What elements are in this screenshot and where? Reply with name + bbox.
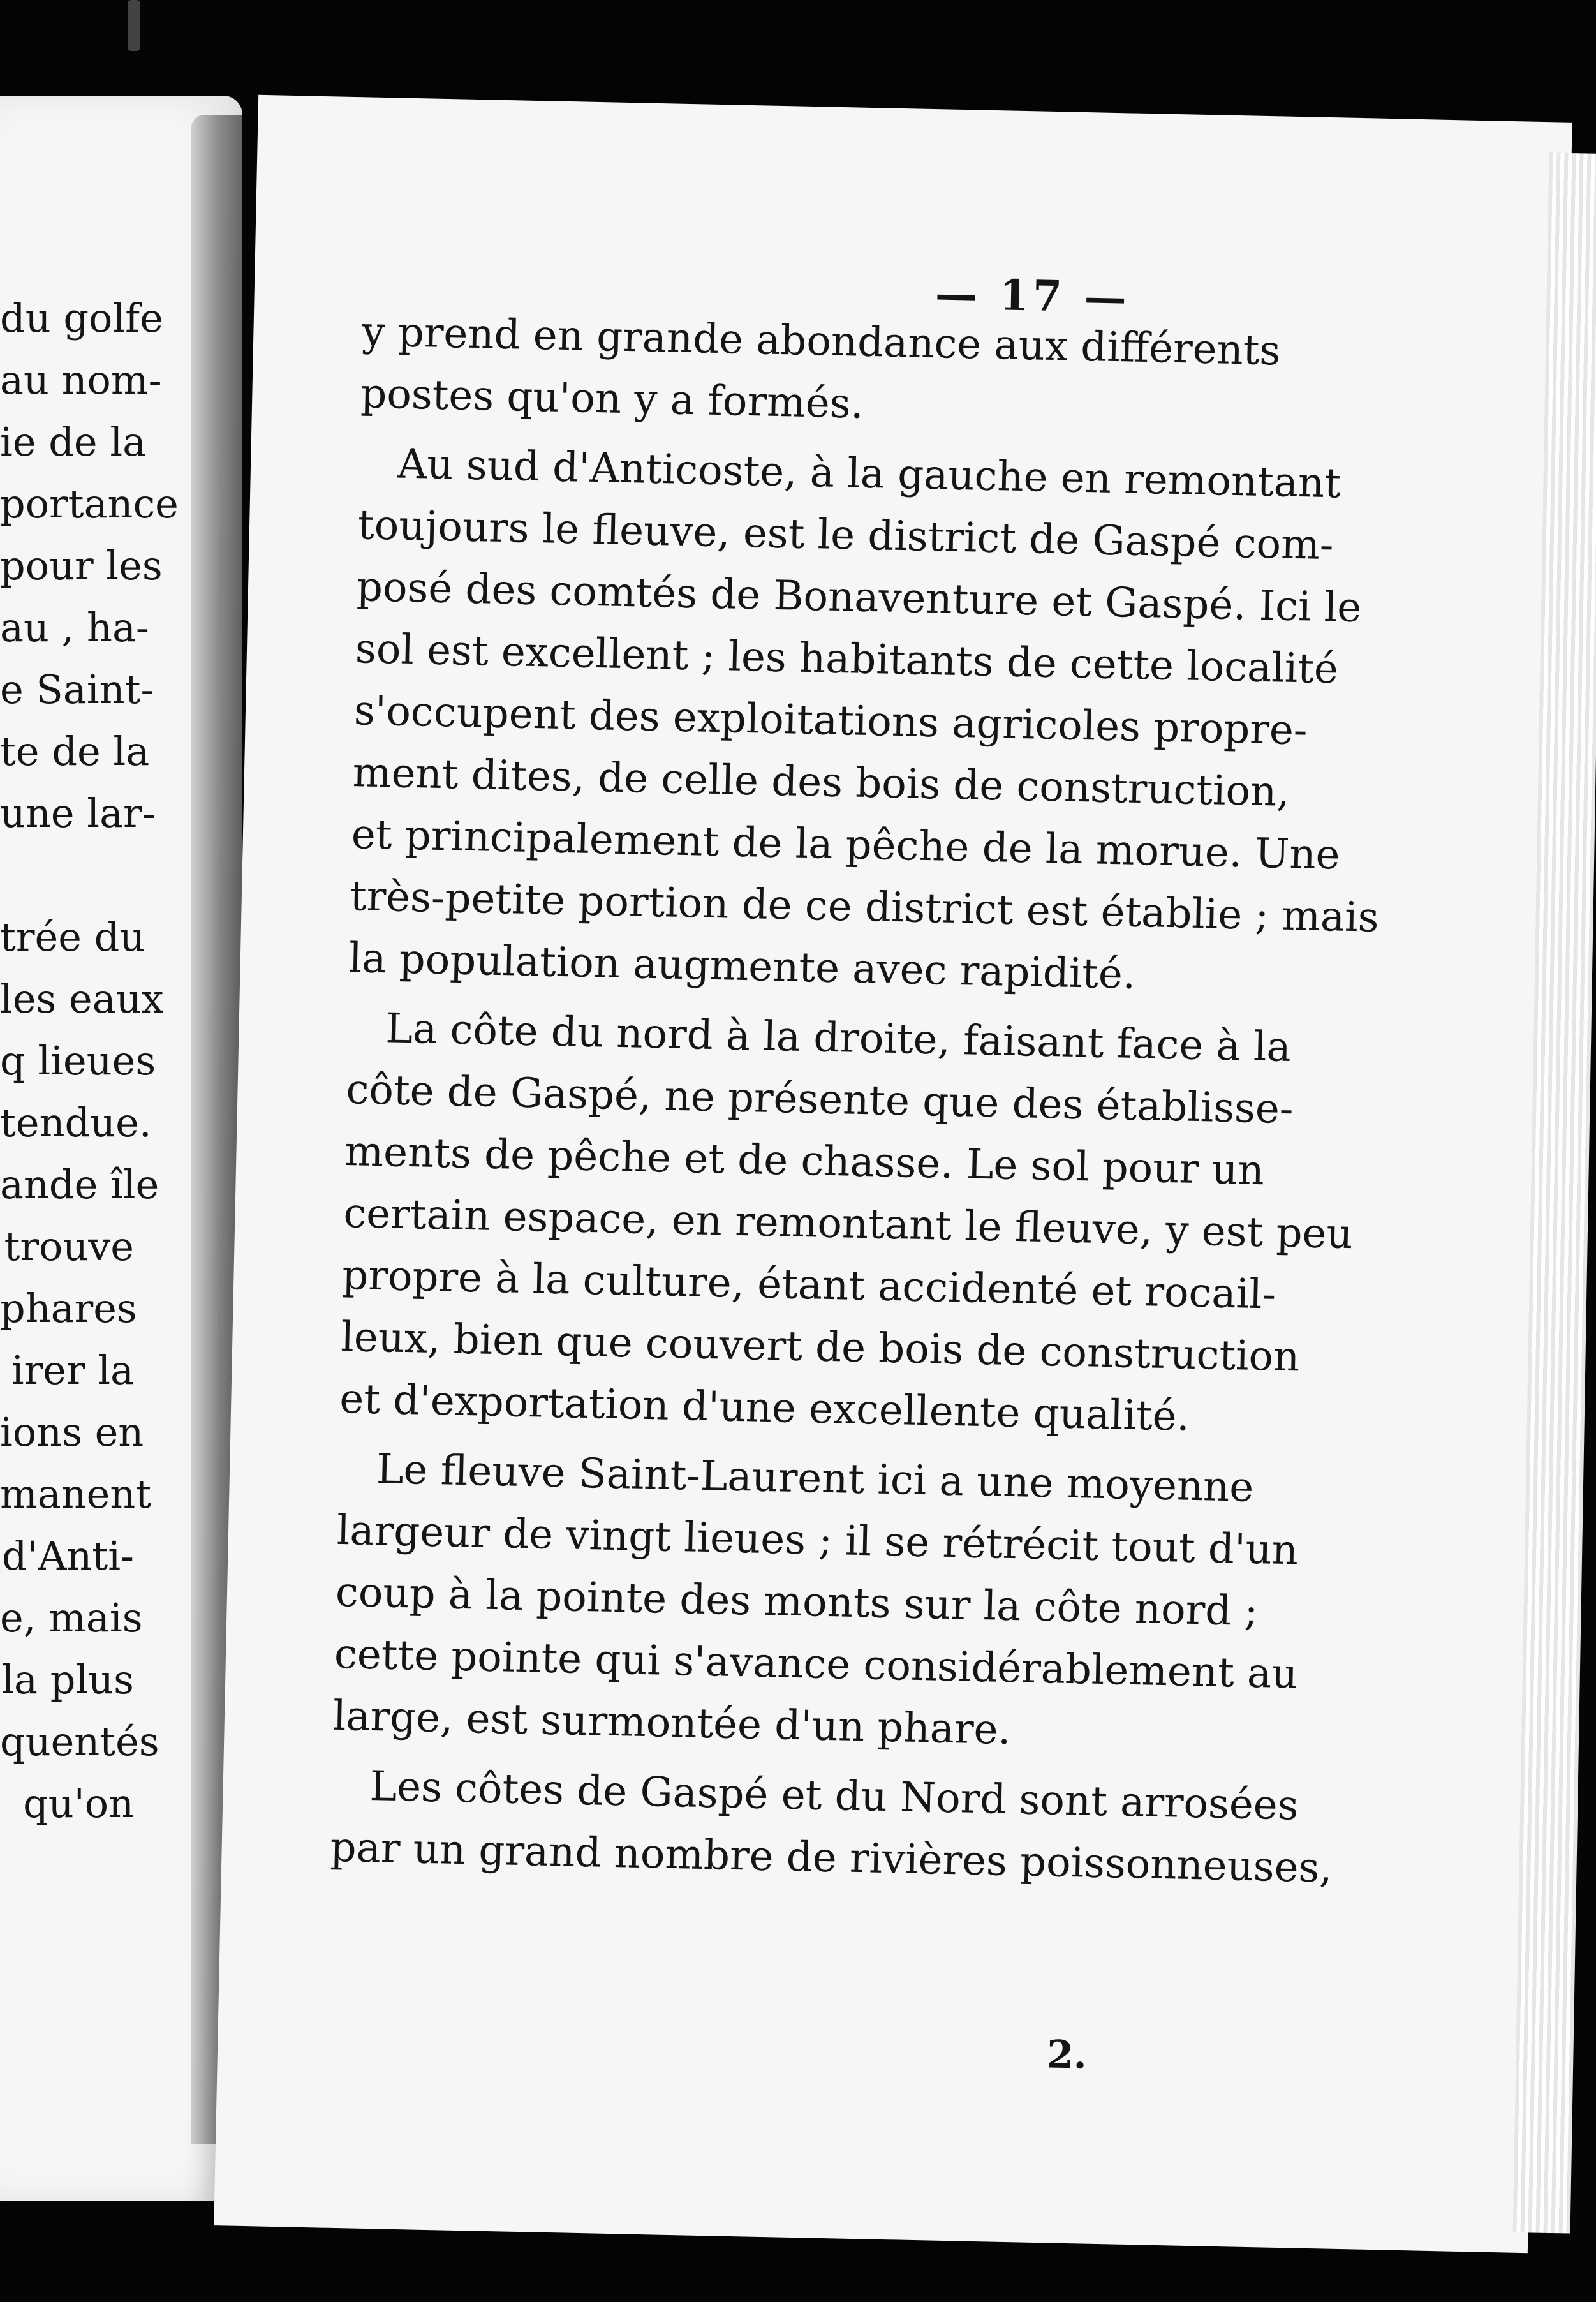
text-line: la population augmente avec rapidité. xyxy=(348,935,1136,999)
text-line: cette pointe qui s'avance considérablement au xyxy=(334,1630,1299,1698)
paragraph xyxy=(348,433,1380,1009)
left-line: ande île xyxy=(0,1161,159,1208)
text-line: certain espace, en remontant le fleuve, y est peu xyxy=(343,1189,1354,1259)
left-line: e Saint- xyxy=(0,666,154,713)
left-line: portance xyxy=(0,480,179,527)
text-line: par un grand nombre de rivières poissonneuses, xyxy=(329,1823,1333,1892)
text-line: s'occupent des exploitations agricoles propre- xyxy=(353,687,1308,755)
text-line: très-petite portion de ce district est établie ; mais xyxy=(350,873,1380,942)
text-line: sol est excellent ; les habitants de cette localité xyxy=(355,625,1339,694)
left-line: phares xyxy=(0,1285,137,1332)
text-line: La côte du nord à la droite, faisant face à la xyxy=(385,1005,1292,1072)
text-line: côte de Gaspé, ne présente que des établisse- xyxy=(345,1066,1294,1134)
scan-speck xyxy=(128,0,140,51)
text-line: ment dites, de celle des bois de construction, xyxy=(352,749,1290,816)
left-line: une lar- xyxy=(0,790,156,836)
text-line: et d'exportation d'une excellente qualité. xyxy=(339,1375,1190,1441)
text-line: et principalement de la pêche de la morue. Une xyxy=(351,811,1341,879)
text-line: posé des comtés de Bonaventure et Gaspé. Ici le xyxy=(356,563,1362,632)
left-line: ions en xyxy=(0,1409,144,1455)
page-number: — 17 — xyxy=(935,269,1131,323)
left-line: te de la xyxy=(0,728,150,775)
left-line: au , ha- xyxy=(0,604,149,651)
text-line: Au sud d'Anticoste, à la gauche en remontant xyxy=(397,440,1341,508)
left-line: irer la xyxy=(11,1347,134,1393)
signature-mark: 2. xyxy=(1046,2032,1088,2078)
left-line: du golfe xyxy=(0,295,163,341)
left-line: e, mais xyxy=(0,1594,143,1641)
left-line: q lieues xyxy=(0,1037,156,1084)
paragraph xyxy=(339,997,1354,1450)
text-line: ments de pêche et de chasse. Le sol pour un xyxy=(344,1128,1265,1195)
text-line: propre à la culture, étant accidenté et rocail- xyxy=(341,1251,1276,1319)
paragraph xyxy=(332,1438,1299,1767)
left-line: d'Anti- xyxy=(1,1533,134,1579)
left-line: tendue. xyxy=(0,1099,152,1146)
right-page xyxy=(214,95,1572,2253)
left-line: qu'on xyxy=(23,1780,134,1827)
left-line: manent xyxy=(0,1471,152,1517)
paragraph xyxy=(360,301,1282,444)
left-line: les eaux xyxy=(0,976,164,1022)
left-line: trouve xyxy=(4,1223,134,1270)
text-line: y prend en grande abondance aux différents xyxy=(361,308,1282,375)
text-line: toujours le fleuve, est le district de Gaspé com- xyxy=(357,501,1334,570)
left-line: pour les xyxy=(0,542,163,589)
left-line: trée du xyxy=(0,914,145,960)
text-line: postes qu'on y a formés. xyxy=(360,370,864,428)
text-line: Le fleuve Saint-Laurent ici a une moyenne xyxy=(376,1446,1254,1511)
text-line: Les côtes de Gaspé et du Nord sont arrosées xyxy=(369,1763,1299,1830)
left-line: la plus xyxy=(1,1656,134,1703)
text-line: coup à la pointe des monts sur la côte nord ; xyxy=(335,1568,1259,1636)
body-text xyxy=(329,301,1380,1905)
left-line: quentés xyxy=(0,1718,159,1765)
left-line: ie de la xyxy=(0,419,147,465)
text-line: largeur de vingt lieues ; il se rétrécit tout d'un xyxy=(336,1506,1299,1575)
text-line: leux, bien que couvert de bois de construction xyxy=(340,1313,1301,1381)
paragraph xyxy=(329,1755,1333,1898)
text-line: large, est surmontée d'un phare. xyxy=(332,1692,1012,1755)
left-line: au nom- xyxy=(0,357,162,403)
